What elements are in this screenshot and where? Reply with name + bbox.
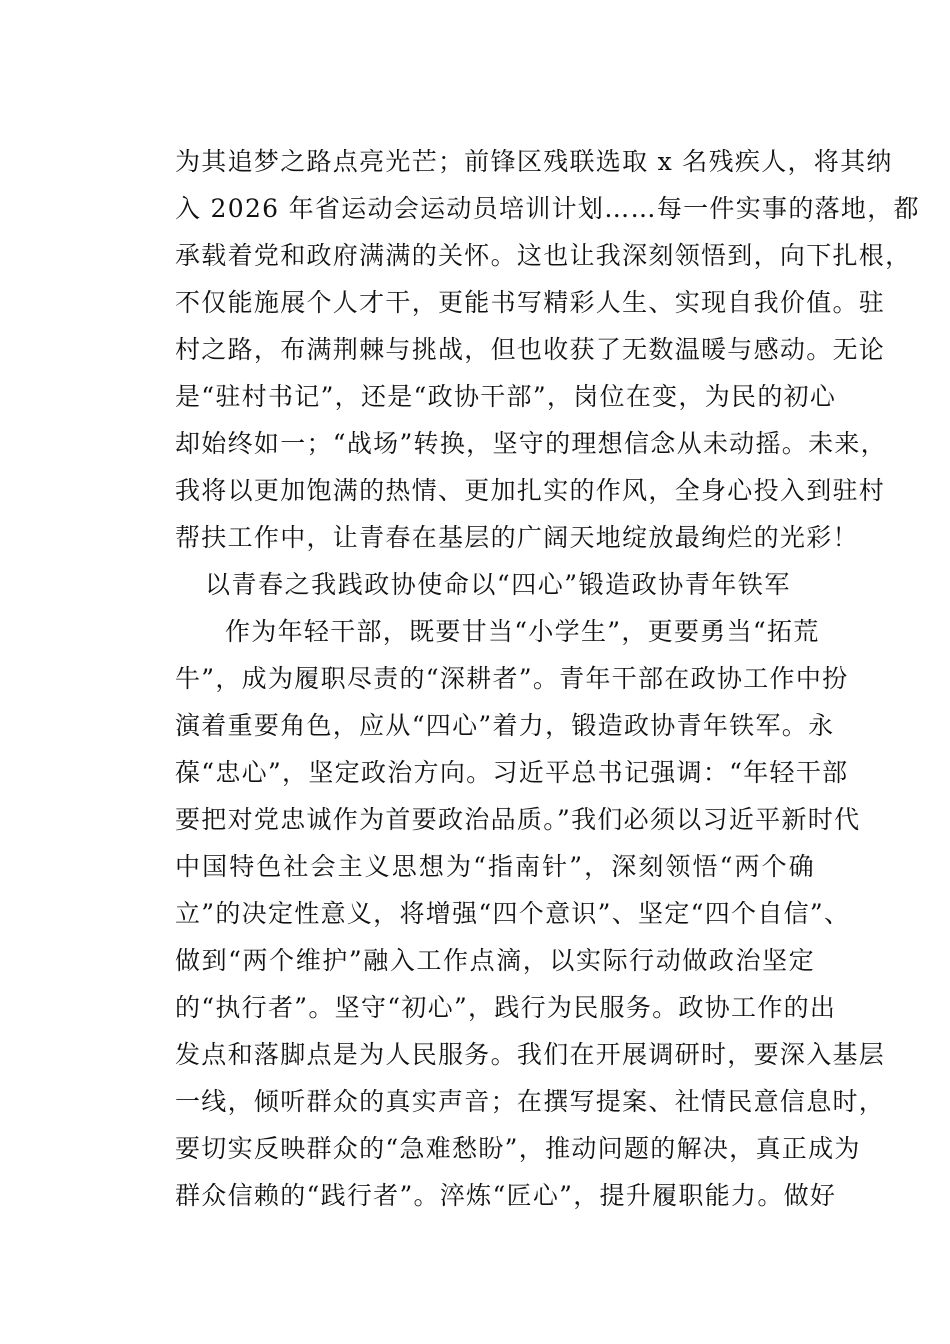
text-line: 村之路，布满荆棘与挑战，但也收获了无数温暖与感动。无论: [175, 335, 886, 364]
text-line: 要把对党忠诚作为首要政治品质。”我们必须以习近平新时代: [175, 805, 861, 834]
text-line: 承载着党和政府满满的关怀。这也让我深刻领悟到，向下扎根，: [175, 241, 912, 270]
text-line: 中国特色社会主义思想为“指南针”，深刻领悟“两个确: [175, 852, 815, 881]
text-line: 帮扶工作中，让青春在基层的广阔天地绽放最绚烂的光彩！: [175, 523, 859, 552]
text-line: 为其追梦之路点亮光芒；前锋区残联选取 x 名残疾人，将其纳: [175, 147, 893, 176]
text-line: 入 2026 年省运动会运动员培训计划……每一件实事的落地，都: [175, 194, 920, 223]
text-line: 发点和落脚点是为人民服务。我们在开展调研时，要深入基层: [175, 1040, 886, 1069]
text-line: 立”的决定性意义，将增强“四个意识”、坚定“四个自信”、: [175, 899, 851, 928]
text-line: 不仅能施展个人才干，更能书写精彩人生、实现自我价值。驻: [175, 288, 886, 317]
text-line: 做到“两个维护”融入工作点滴，以实际行动做政治坚定: [175, 946, 815, 975]
text-line: 要切实反映群众的“急难愁盼”，推动问题的解决，真正成为: [175, 1134, 861, 1163]
text-line: 一线，倾听群众的真实声音；在撰写提案、社情民意信息时，: [175, 1087, 886, 1116]
section-title: 以青春之我践政协使命以“四心”锻造政协青年铁军: [205, 570, 790, 599]
text-line: 演着重要角色，应从“四心”着力，锻造政协青年铁军。永: [175, 711, 835, 740]
text-line: 我将以更加饱满的热情、更加扎实的作风，全身心投入到驻村: [175, 476, 886, 505]
text-line: 牛”，成为履职尽责的“深耕者”。青年干部在政协工作中扮: [175, 664, 849, 693]
text-line: 却始终如一；“战场”转换，坚守的理想信念从未动摇。未来，: [175, 429, 887, 458]
text-line: 葆“忠心”，坚定政治方向。习近平总书记强调：“年轻干部: [175, 758, 849, 787]
paragraph-first-line: 作为年轻干部，既要甘当“小学生”，更要勇当“拓荒: [225, 617, 820, 646]
text-line: 是“驻村书记”，还是“政协干部”，岗位在变，为民的初心: [175, 382, 837, 411]
text-line: 的“执行者”。坚守“初心”，践行为民服务。政协工作的出: [175, 993, 837, 1022]
text-line: 群众信赖的“践行者”。淬炼“匠心”，提升履职能力。做好: [175, 1181, 837, 1210]
